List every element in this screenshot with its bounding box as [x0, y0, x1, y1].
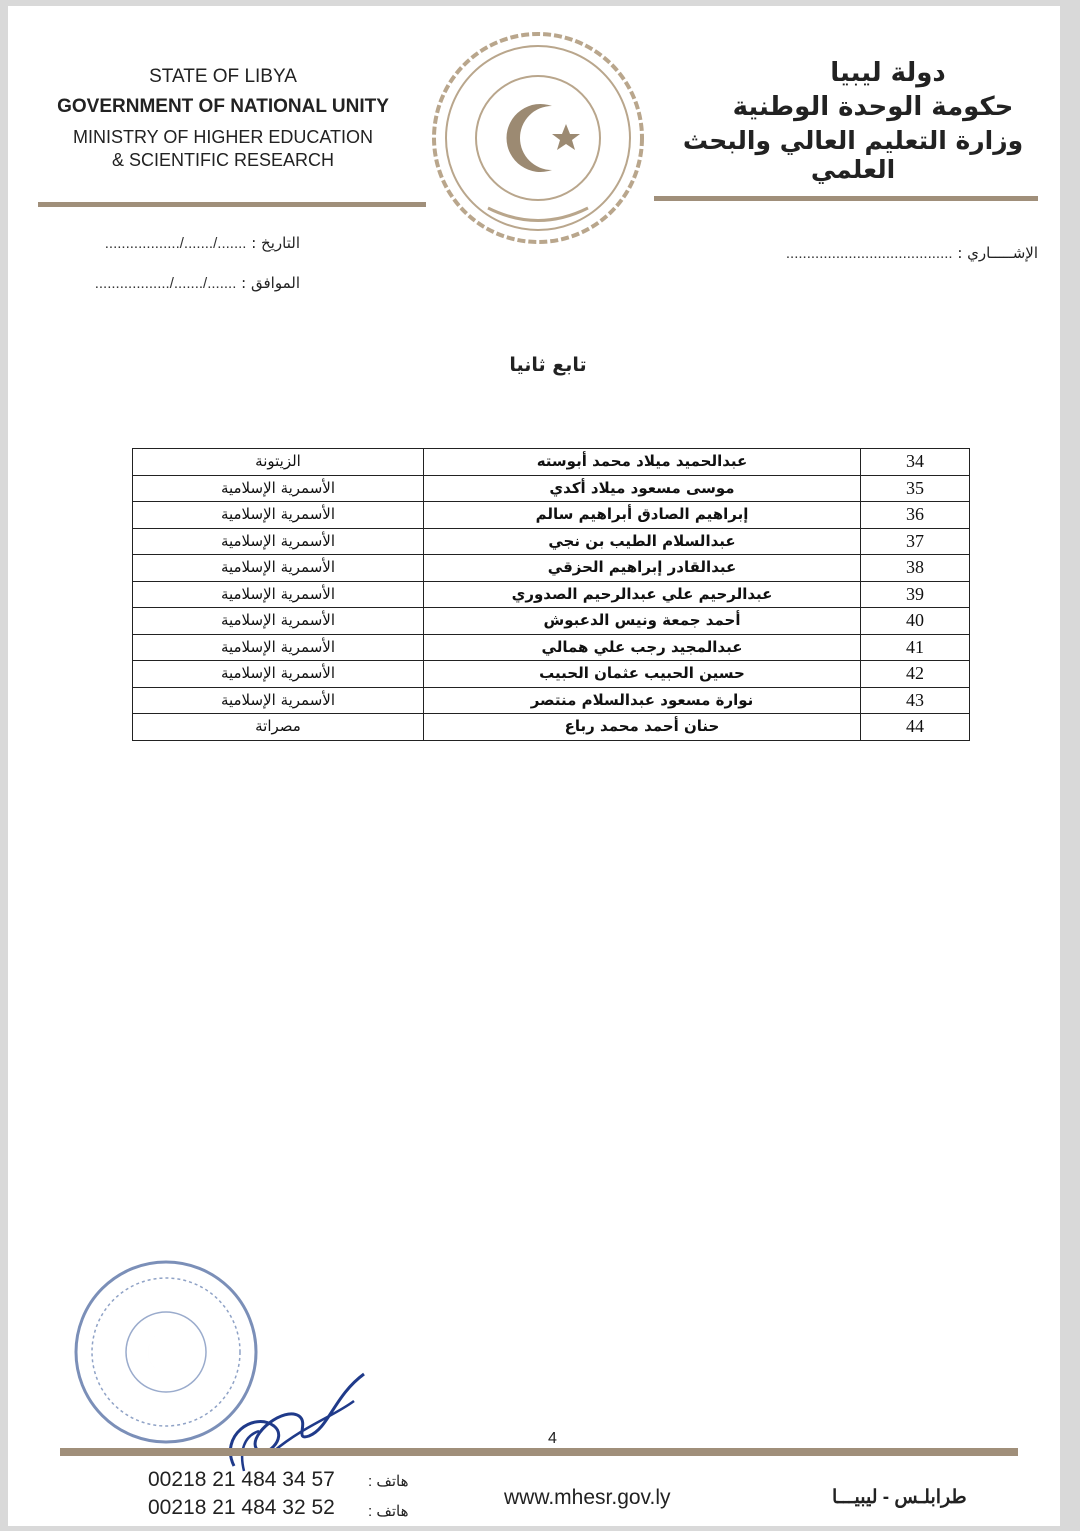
reference-label: الإشـــــاري : [957, 244, 1038, 262]
row-institution: الأسمرية الإسلامية [133, 555, 424, 582]
row-institution: الأسمرية الإسلامية [133, 502, 424, 529]
date-label: التاريخ : [251, 234, 300, 252]
header-state: STATE OF LIBYA [149, 66, 297, 87]
reference-field [774, 244, 1038, 262]
row-institution: الأسمرية الإسلامية [133, 528, 424, 555]
row-name: عبدالرحيم علي عبدالرحيم الصدوري [424, 581, 861, 608]
row-name: عبدالقادر إبراهيم الحزقي [424, 555, 861, 582]
arabic-header [668, 58, 1038, 184]
phone-1-label: هاتف : [368, 1473, 409, 1490]
phone-2-label: هاتف : [368, 1503, 409, 1520]
reference-placeholder: ........................................ [785, 245, 953, 262]
date-field [38, 234, 300, 252]
row-name: موسى مسعود ميلاد أكدي [424, 475, 861, 502]
section-title: تابع ثانيا [509, 354, 587, 376]
english-header [48, 66, 398, 171]
row-number: 35 [861, 475, 970, 502]
table-row [133, 555, 970, 582]
header-government: GOVERNMENT OF NATIONAL UNITY [57, 96, 389, 117]
table-row [133, 608, 970, 635]
row-number: 36 [861, 502, 970, 529]
page-number: 4 [548, 1430, 557, 1447]
row-number: 43 [861, 687, 970, 714]
phone-1: 00218 21 484 34 57 [148, 1468, 335, 1491]
table-row [133, 634, 970, 661]
row-number: 37 [861, 528, 970, 555]
emblem-seal-icon [428, 28, 648, 250]
table-row [133, 581, 970, 608]
row-name: نوارة مسعود عبدالسلام منتصر [424, 687, 861, 714]
row-name: عبدالسلام الطيب بن نجي [424, 528, 861, 555]
row-number: 40 [861, 608, 970, 635]
table-row [133, 502, 970, 529]
header-ministry-line1: MINISTRY OF HIGHER EDUCATION [72, 127, 374, 147]
names-table [132, 448, 970, 741]
row-institution: الأسمرية الإسلامية [133, 475, 424, 502]
table-row [133, 449, 970, 476]
row-number: 42 [861, 661, 970, 688]
header-ar-state: دولة ليبيا [830, 58, 946, 88]
row-institution: الأسمرية الإسلامية [133, 581, 424, 608]
header-ar-ministry: وزارة التعليم العالي والبحث العلمي [682, 126, 1024, 184]
location: طرابلـس - ليبيـــا [832, 1487, 967, 1508]
row-number: 39 [861, 581, 970, 608]
row-institution: الأسمرية الإسلامية [133, 687, 424, 714]
row-institution: مصراتة [133, 714, 424, 741]
document-page [8, 6, 1060, 1526]
website-link[interactable]: www.mhesr.gov.ly [504, 1486, 671, 1509]
date-placeholder: ......./......./.................. [104, 235, 247, 252]
footer-rule [60, 1448, 1018, 1456]
phone-2: 00218 21 484 32 52 [148, 1496, 335, 1519]
row-number: 34 [861, 449, 970, 476]
equivalent-label: الموافق : [241, 274, 300, 292]
row-institution: الأسمرية الإسلامية [133, 661, 424, 688]
row-name: حنان أحمد محمد رباع [424, 714, 861, 741]
row-number: 41 [861, 634, 970, 661]
table-row [133, 687, 970, 714]
handwritten-signature-icon [214, 1356, 374, 1476]
row-name: حسين الحبيب عثمان الحبيب [424, 661, 861, 688]
equivalent-date-field [38, 274, 300, 292]
equivalent-placeholder: ......./......./.................. [94, 275, 237, 292]
row-institution: الزيتونة [133, 449, 424, 476]
row-name: إبراهيم الصادق أبراهيم سالم [424, 502, 861, 529]
table-row [133, 661, 970, 688]
table-row [133, 528, 970, 555]
signature [214, 1356, 374, 1476]
table-row [133, 475, 970, 502]
header-rule-right [654, 196, 1038, 201]
row-number: 38 [861, 555, 970, 582]
row-name: أحمد جمعة ونيس الدعبوش [424, 608, 861, 635]
header-rule-left [38, 202, 426, 207]
table-row [133, 714, 970, 741]
header-ar-government: حكومة الوحدة الوطنية [732, 92, 1014, 122]
header-ministry-line2: & SCIENTIFIC RESEARCH [111, 150, 335, 170]
ministry-emblem [428, 28, 648, 250]
row-institution: الأسمرية الإسلامية [133, 634, 424, 661]
row-name: عبدالحميد ميلاد محمد أبوسته [424, 449, 861, 476]
row-name: عبدالمجيد رجب علي همالي [424, 634, 861, 661]
row-institution: الأسمرية الإسلامية [133, 608, 424, 635]
row-number: 44 [861, 714, 970, 741]
